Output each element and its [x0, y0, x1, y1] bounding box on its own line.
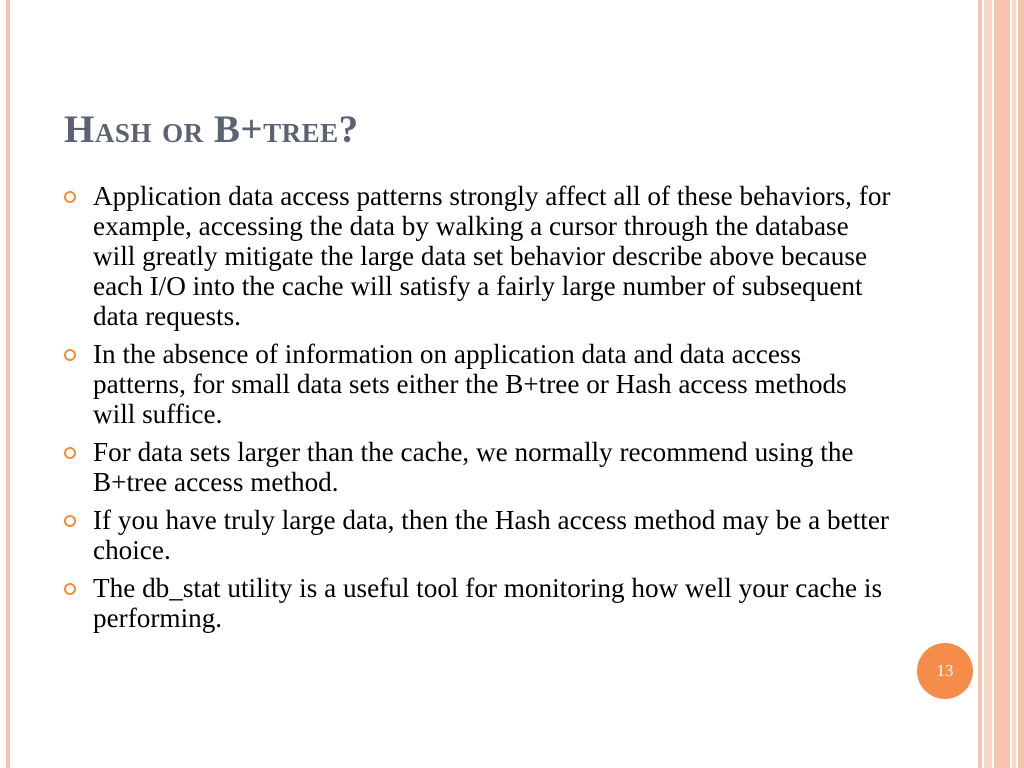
bullet-text: In the absence of information on application data and data access patterns, for small data sets either the B+tree or Hash access methods will suffice.	[93, 339, 847, 429]
right-stripe-decoration	[984, 0, 992, 768]
right-stripe-decoration	[1012, 0, 1016, 768]
bullet-item	[64, 573, 894, 633]
bullet-circle-icon	[64, 191, 76, 203]
bullet-list	[64, 181, 894, 641]
bullet-item	[64, 437, 894, 497]
right-stripe-decoration	[978, 0, 982, 768]
bullet-text: Application data access patterns strongly affect all of these behaviors, for example, accessing the data by walking a cursor through the database will greatly mitigate the large data set behavior describe above because each I/O into the cache will satisfy a fairly large number of subsequent data requests.	[93, 181, 891, 331]
right-stripe-decoration	[1018, 0, 1024, 768]
slide-title: Hash or B+tree?	[64, 108, 359, 151]
bullet-text: If you have truly large data, then the Hash access method may be a better choice.	[93, 505, 889, 565]
bullet-item	[64, 181, 894, 331]
right-stripe-decoration	[994, 0, 1010, 768]
bullet-circle-icon	[64, 447, 76, 459]
bullet-item	[64, 339, 894, 429]
bullet-item	[64, 505, 894, 565]
bullet-text: The db_stat utility is a useful tool for monitoring how well your cache is performing.	[93, 573, 883, 633]
left-border-decoration	[6, 0, 10, 768]
bullet-text: For data sets larger than the cache, we normally recommend using the B+tree access method.	[93, 437, 854, 497]
page-number-badge: 13	[917, 643, 973, 699]
bullet-circle-icon	[64, 349, 76, 361]
bullet-circle-icon	[64, 583, 76, 595]
bullet-circle-icon	[64, 515, 76, 527]
